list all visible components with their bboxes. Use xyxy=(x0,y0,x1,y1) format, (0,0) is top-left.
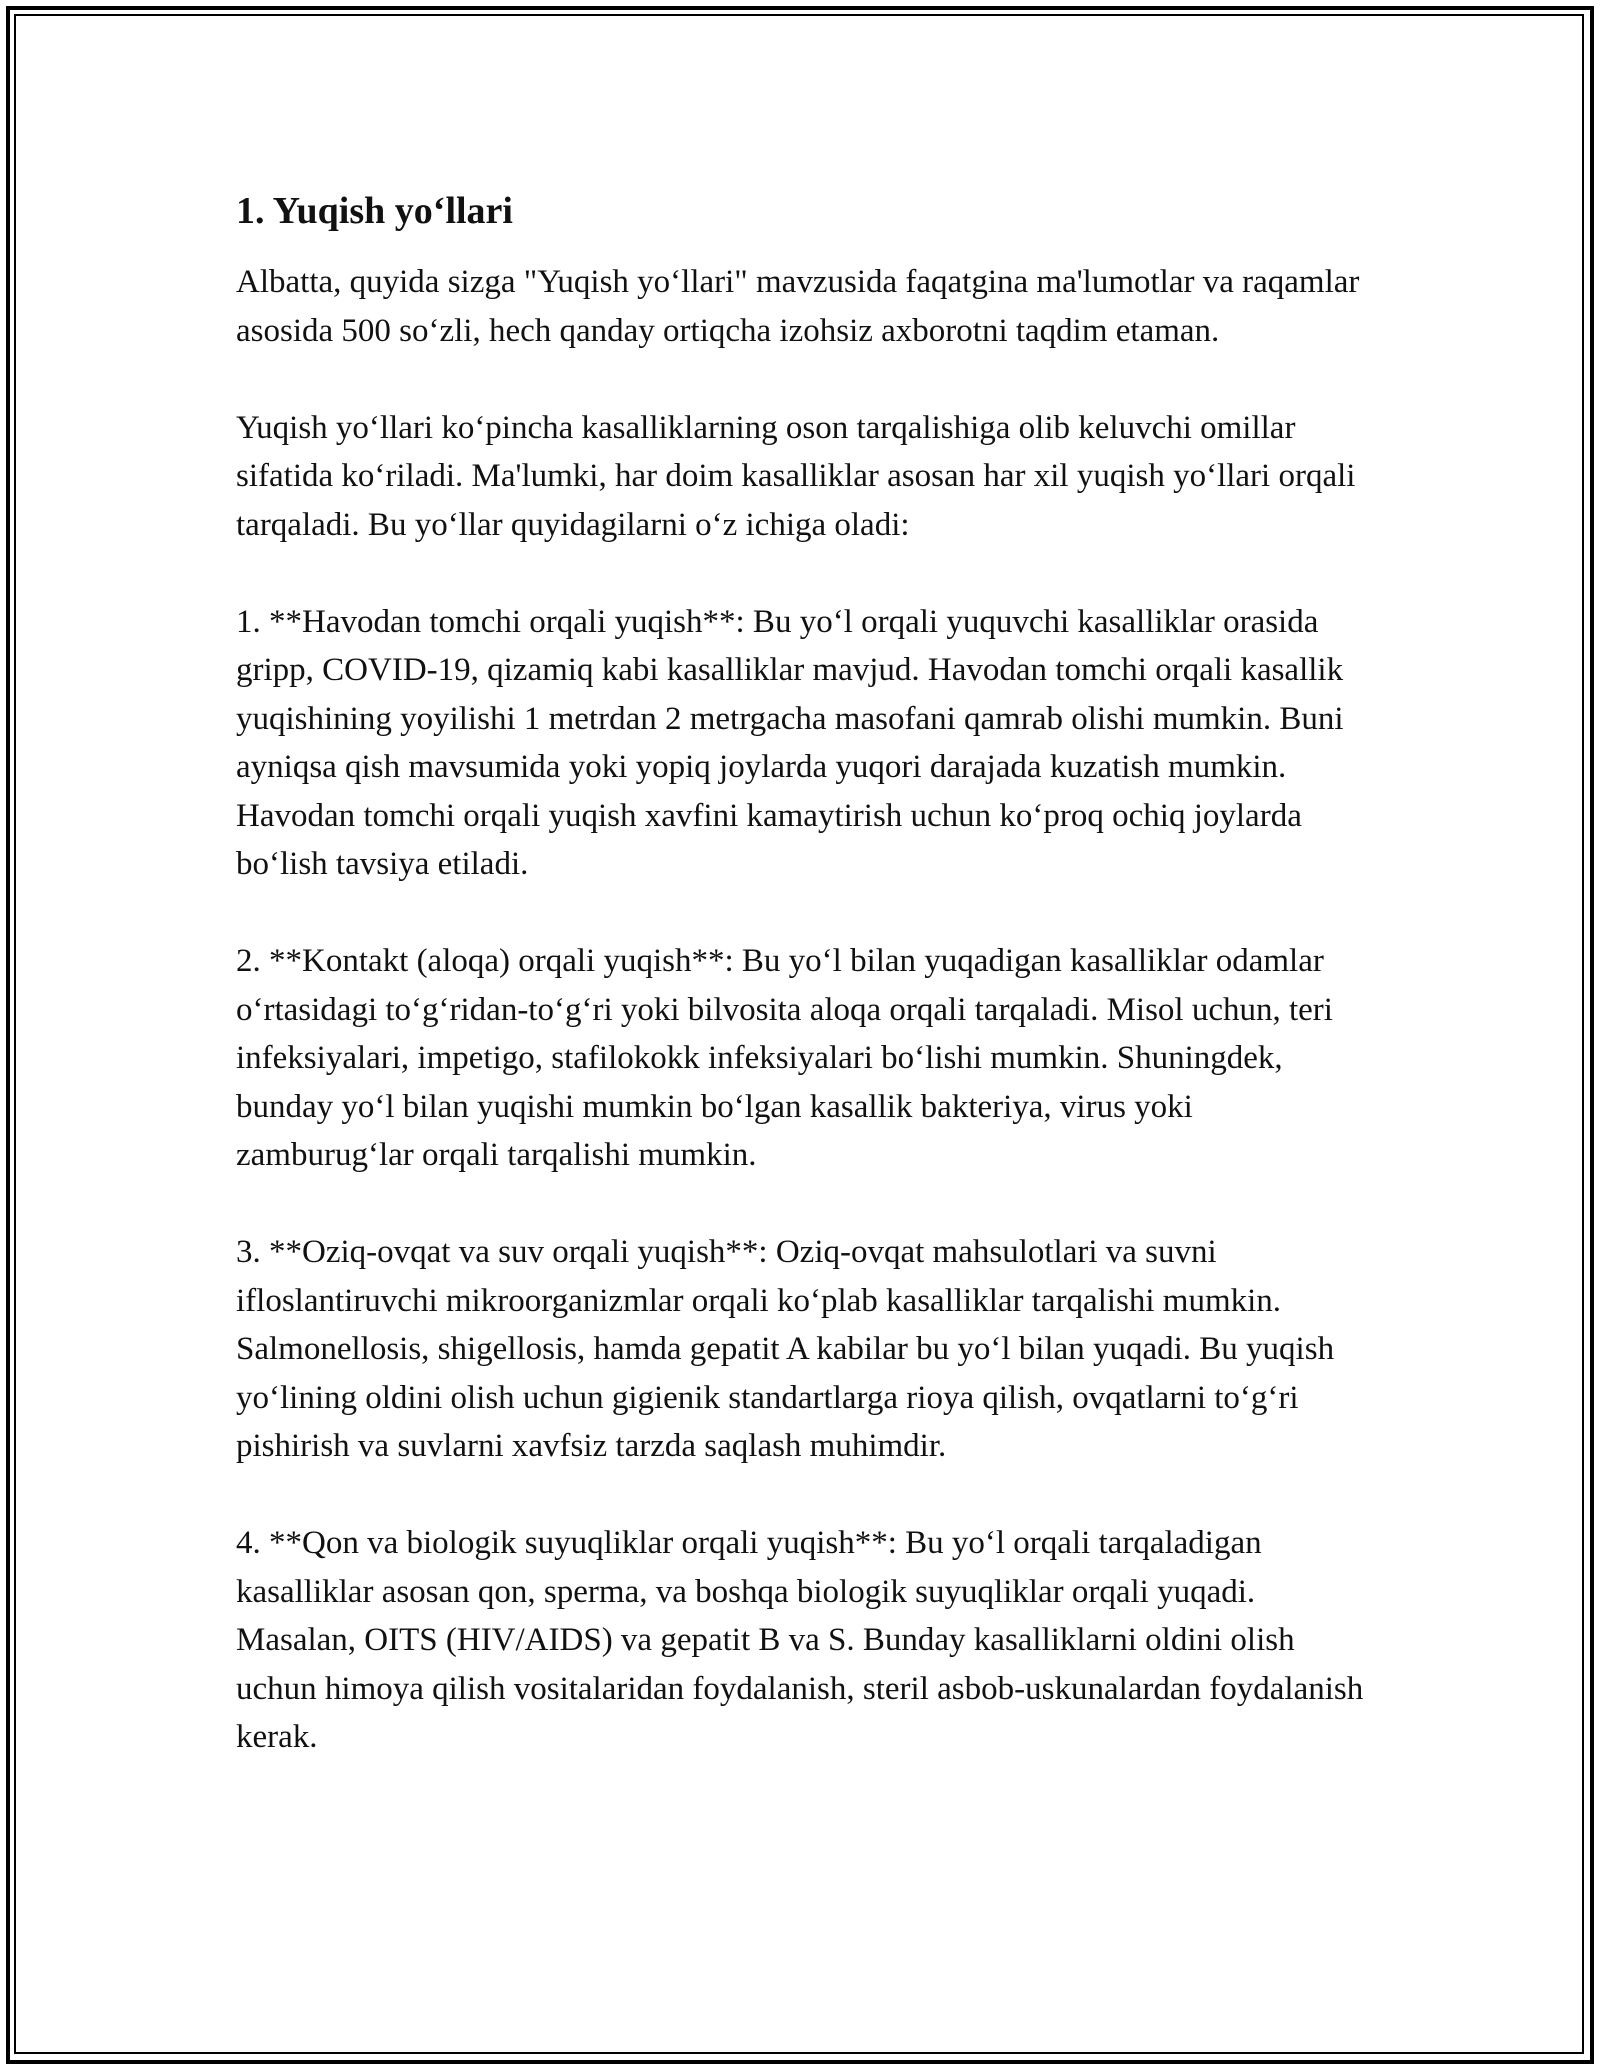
paragraph-blood-fluids: 4. **Qon va biologik suyuqliklar orqali yuqish**: Bu yo‘l orqali tarqaladigan kasalliklar asosan qon, sperma, va boshqa biologik suyuqliklar orqali yuqadi. Masalan, OITS (HIV/AIDS) va gepatit B va S. Bunday kasalliklarni oldini olish uchun himoya qilish vositalaridan foydalanish, steril asbob-uskunalardan foydalanish kerak. xyxy=(236,1525,1364,1755)
paragraph-contact: 2. **Kontakt (aloqa) orqali yuqish**: Bu yo‘l bilan yuqadigan kasalliklar odamlar o‘rtasidagi to‘g‘ridan-to‘g‘ri yoki bilvosita aloqa orqali tarqaladi. Misol uchun, teri infeksiyalari, impetigo, stafilokokk infeksiyalari bo‘lishi mumkin. Shuningdek, bunday yo‘l bilan yuqishi mumkin bo‘lgan kasallik bakteriya, virus yoki zamburug‘lar orqali tarqalishi mumkin. xyxy=(236,943,1333,1173)
section-title: 1. Yuqish yo‘llari xyxy=(236,190,513,232)
paragraph-food-water: 3. **Oziq-ovqat va suv orqali yuqish**: Oziq-ovqat mahsulotlari va suvni ifloslantiruvchi mikroorganizmlar orqali ko‘plab kasalliklar tarqalishi mumkin. Salmonellosis, shigellosis, hamda gepatit A kabilar bu yo‘l bilan yuqadi. Bu yuqish yo‘lining oldini olish uchun gigienik standartlarga rioya qilish, ovqatlarni to‘g‘ri pishirish va suvlarni xavfsiz tarzda saqlash muhimdir. xyxy=(236,1234,1335,1464)
document-body xyxy=(236,186,1376,1810)
paragraph-airborne: 1. **Havodan tomchi orqali yuqish**: Bu yo‘l orqali yuquvchi kasalliklar orasida gripp, COVID-19, qizamiq kabi kasalliklar mavjud. Havodan tomchi orqali kasallik yuqishining yoyilishi 1 metrdan 2 metrgacha masofani qamrab olishi mumkin. Buni ayniqsa qish mavsumida yoki yopiq joylarda yuqori darajada kuzatish mumkin. Havodan tomchi orqali yuqish xavfini kamaytirish uchun ko‘proq ochiq joylarda bo‘lish tavsiya etiladi. xyxy=(236,603,1344,882)
paragraph-intro: Albatta, quyida sizga "Yuqish yo‘llari" mavzusida faqatgina ma'lumotlar va raqamlar asosida 500 so‘zli, hech qanday ortiqcha izohsiz axborotni taqdim etaman. xyxy=(236,264,1360,349)
paragraph-overview: Yuqish yo‘llari ko‘pincha kasalliklarning oson tarqalishiga olib keluvchi omillar sifatida ko‘riladi. Ma'lumki, har doim kasalliklar asosan har xil yuqish yo‘llari orqali tarqaladi. Bu yo‘llar quyidagilarni o‘z ichiga oladi: xyxy=(236,409,1356,543)
